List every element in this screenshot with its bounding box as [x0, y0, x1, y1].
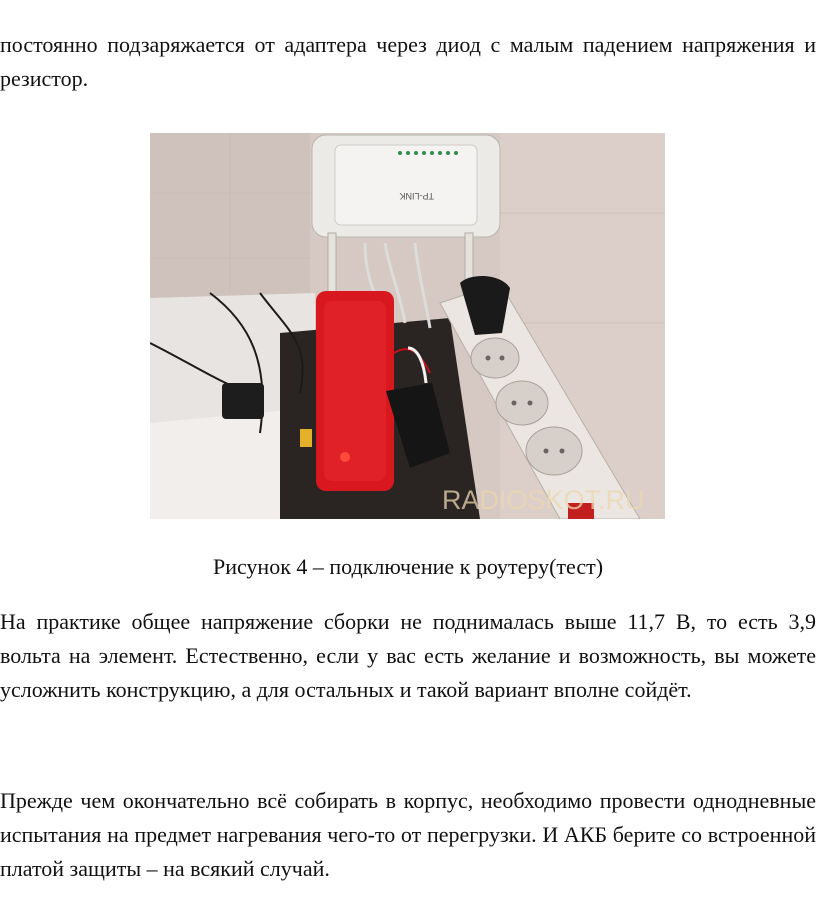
figure-caption: Рисунок 4 – подключение к роутеру(тест) [212, 554, 604, 579]
paragraph-testing: Прежде чем окончательно всё собирать в корпус, необходимо провести однодневные испытания на предмет нагревания чего-то от перегрузки. И АКБ берите со встроенной платой защиты – на всякий случай. [0, 788, 816, 881]
router-brand-text: TP-LINK [399, 191, 434, 201]
paragraph-intro: постоянно подзаряжается от адаптера через диод с малым падением напряжения и резистор. [0, 32, 816, 91]
router-test-photo [150, 133, 665, 519]
paragraph-voltage: На практике общее напряжение сборки не поднималась выше 11,7 В, то есть 3,9 вольта на элемент. Естественно, если у вас есть желание и возможность, вы можете усложнить конструкцию, а для остальных и такой вариант вполне сойдёт. [0, 609, 816, 702]
figure-router-photo [150, 133, 665, 519]
watermark-text: RADIOSKOT.RU [442, 485, 645, 515]
